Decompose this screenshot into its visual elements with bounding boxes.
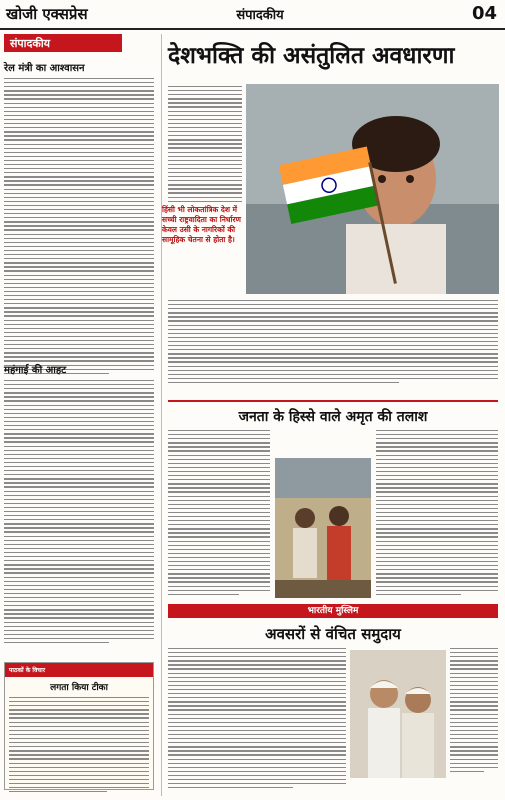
men-caps-image — [350, 650, 446, 778]
main-article-col-1 — [168, 86, 242, 205]
men-in-caps-photo — [350, 650, 446, 778]
main-headline: देशभक्ति की असंतुलित अवधारणा — [168, 43, 455, 69]
second-headline: महंगाई की आहट — [4, 365, 67, 376]
letters-body — [9, 697, 149, 792]
topic-banner — [168, 604, 498, 618]
pull-quote: हिंसी भी लोकतांत्रिक देश में सच्ची राष्ट्रवादिता का निर्धारण केवल उसी के नागरिकों की सामूहिक चेतना से होता है। — [162, 205, 241, 244]
second-article-body — [4, 380, 154, 646]
newspaper-logo: खोजी एक्सप्रेस — [6, 5, 88, 23]
masthead — [0, 0, 505, 30]
bottom-article-col-1 — [168, 648, 346, 791]
sub-headline: जनता के हिस्से वाले अमृत की तलाश — [238, 409, 428, 425]
sub-article-col-3 — [376, 430, 498, 598]
letters-box-title: लगता किया टीका — [50, 683, 108, 693]
column-divider — [161, 34, 162, 796]
main-article-lower — [168, 300, 498, 386]
page-number: 04 — [471, 3, 497, 24]
section-title: संपादकीय — [236, 8, 284, 23]
child-flag-image — [246, 84, 499, 294]
procession-image — [275, 458, 371, 598]
lead-article-body — [4, 78, 154, 377]
letters-box-label: पाठकों के विचार — [5, 663, 153, 677]
sub-article-rule — [168, 400, 498, 402]
bottom-article-col-3 — [450, 648, 498, 775]
bottom-headline: अवसरों से वंचित समुदाय — [265, 625, 401, 643]
section-label: संपादकीय — [4, 34, 122, 52]
left-column — [4, 34, 157, 794]
procession-photo — [275, 458, 371, 598]
topic-banner-label: भारतीय मुस्लिम — [307, 606, 359, 616]
lead-headline: रेल मंत्री का आश्वासन — [4, 63, 85, 74]
sub-article-col-1 — [168, 430, 270, 598]
child-with-flag-photo — [246, 84, 499, 294]
letters-box — [4, 662, 154, 790]
